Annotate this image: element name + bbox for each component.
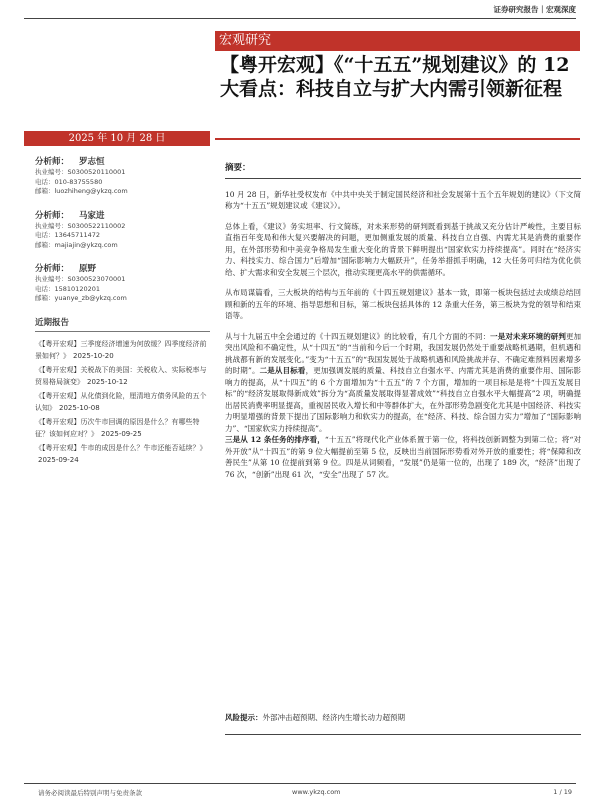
report-type-label: 证券研究报告｜宏观深度 [493,5,576,14]
analyst-card [35,209,210,251]
analyst-phone: 电话：15810120201 [35,284,100,293]
recent-reports-title: 近期报告 [35,317,70,328]
disclaimer-note: 请务必阅读最后特别声明与免责条款 [38,789,142,797]
analyst-card [35,155,210,197]
analyst-role: 分析师： [35,264,70,274]
analyst-card [35,262,210,304]
recent-report-link[interactable]: 《【粤开宏观】历次牛市回调的原因是什么？有哪些特征？该如何应对？》 2025-09-25 [35,417,200,438]
analyst-cert: 执业编号：S0300522110002 [35,221,126,230]
risk-warning [225,712,581,723]
analyst-email[interactable]: 邮箱：yuanye_zb@ykzq.com [35,294,127,302]
report-date: 2025 年 10 月 28 日 [24,131,210,146]
risk-divider [225,734,581,735]
recent-report-link[interactable]: 《【粤开宏观】关税战下的美国：关税收入、实际税率与贸易格局演变》 2025-10-12 [35,365,207,386]
recent-report-link[interactable]: 《【粤开宏观】从化债到化险，厘清地方债务风险的五个认知》 2025-10-08 [35,391,207,412]
recent-report-link[interactable]: 《【粤开宏观】牛市的成因是什么？牛市还能否延续？》2025-09-24 [35,443,207,464]
analyst-name: 马家进 [79,210,105,221]
analyst-name: 罗志恒 [79,157,105,167]
abstract-paragraph: 总体上看，《建议》务实坦率、行文简练，对未来形势的研判既看到基于挑战又充分估计严峻性，主要目标直指百年变局和伟大复兴要解决的问题，更加侧重发展的质量、科技自立自强、内需尤其是消费的重要作用，在外部形势和中美竞争格局发生重大变化的背景下鲜明提出“国家软实力持续提高”。同时在“经济实力、科技实力、综合国力”后增加“国际影响力大幅跃升”，任务举措抓手明确，12 大任务可归结为优化供给、扩大需求和安全发展三个层次，推动实现更高水平的供需循环。 [225,221,581,277]
abstract-paragraph: 10 月 28 日，新华社受权发布《中共中央关于制定国民经济和社会发展第十五个五年规划的建议》（下文简称为“十五五”规划建议或《建议》）。 [225,189,581,210]
analyst-email[interactable]: 邮箱：majiajin@ykzq.com [35,240,118,249]
date-bar [24,131,580,146]
top-bar [0,0,600,18]
sidebar [35,155,210,468]
section-tag: 宏观研究 [215,31,580,51]
footer [24,783,576,795]
date-rule [215,138,580,140]
abstract-title: 摘要： [225,163,251,173]
analyst-role: 分析师： [35,210,70,221]
recent-report-link[interactable]: 《【粤开宏观】三季度经济增速为何放缓？四季度经济前景如何？》 2025-10-20 [35,339,207,360]
analyst-email[interactable]: 邮箱：luozhiheng@ykzq.com [35,187,128,195]
analyst-phone: 电话：13645711472 [35,231,100,239]
risk-label: 风险提示： [225,713,263,722]
top-divider [24,18,576,19]
abstract-divider [225,178,581,179]
abstract-paragraph: 从与十九届五中全会通过的《十四五规划建议》的比较看，有几个方面的不同：一是对未来环境的研判更加突出风险和不确定性，从“十四五”的“当前和今后一个时期，我国发展仍然处于重要战略机遇期，但机遇和挑战都有新的发展变化。”变为“十五五”的“我国发展处于战略机遇和风险挑战并存、不确定难预料因素增多的时期”。二是从目标看，更加强调发展的质量、科技自立自强水平、内需尤其是消费的重要作用、国际影响力的提高，从“十四五”的 6 个方面增加为“十五五”的 7 个方面，增加的一项目标是是将“十四五发展目标”的“经济发展取得新成效”拆分为“高质量发展取得显著成效”“科技自立自强水平大幅提高”2 项，明确提出居民消费率明显提高，重视居民收入增长和中等群体扩大，在外部形势急剧变化尤其是中国经济、科技实力明显增强的背景下提出了国际影响力和软实力的提高，在“经济、科技、综合国力实力”增加了“国际影响力”、“国家软实力持续提高”。 三是从 12 条任务的排序看，“十五五”将现代化产业体系置于第一位，将科技创新调整为到第二位；将“对外开放”从“十四五”的第 9 位大幅提前至第 5 位，反映出当前国际形势看对外开放的重要性；将“保障和改善民生”从第 10 位提前到第 9 位。四是从词频看，“发展”仍是第一位的，出现了 189 次，“经济”出现了 76 次，“创新”出现 61 次，“安全”出现了 57 次。 [225,331,582,479]
analyst-cert: 执业编号：S0300520110001 [35,168,126,176]
report-title: 【粤开宏观】《“十五五”规划建议》的 12 大看点：科技自立与扩大内需引领新征程 [220,54,570,100]
abstract-section [225,163,581,489]
analyst-role: 分析师： [35,157,70,167]
abstract-paragraph: 从布局谋篇看，三大板块的结构与五年前的《十四五规划建议》基本一致，即第一板块包括过去成绩总结回顾和新的五年的环境、指导思想和目标，第二板块包括具体的 12 条重大任务，第三板块为党的领导和结束语等。 [225,288,581,320]
page-number: 1 / 19 [553,788,572,796]
risk-text: 外部冲击超预期、经济内生增长动力超预期 [262,713,405,722]
recent-divider [35,331,210,332]
analyst-name: 原野 [79,264,97,274]
website-link[interactable]: www.ykzq.com [292,788,341,796]
analyst-cert: 执业编号：S0300523070001 [35,275,126,283]
analyst-phone: 电话：010-83755580 [35,177,103,186]
